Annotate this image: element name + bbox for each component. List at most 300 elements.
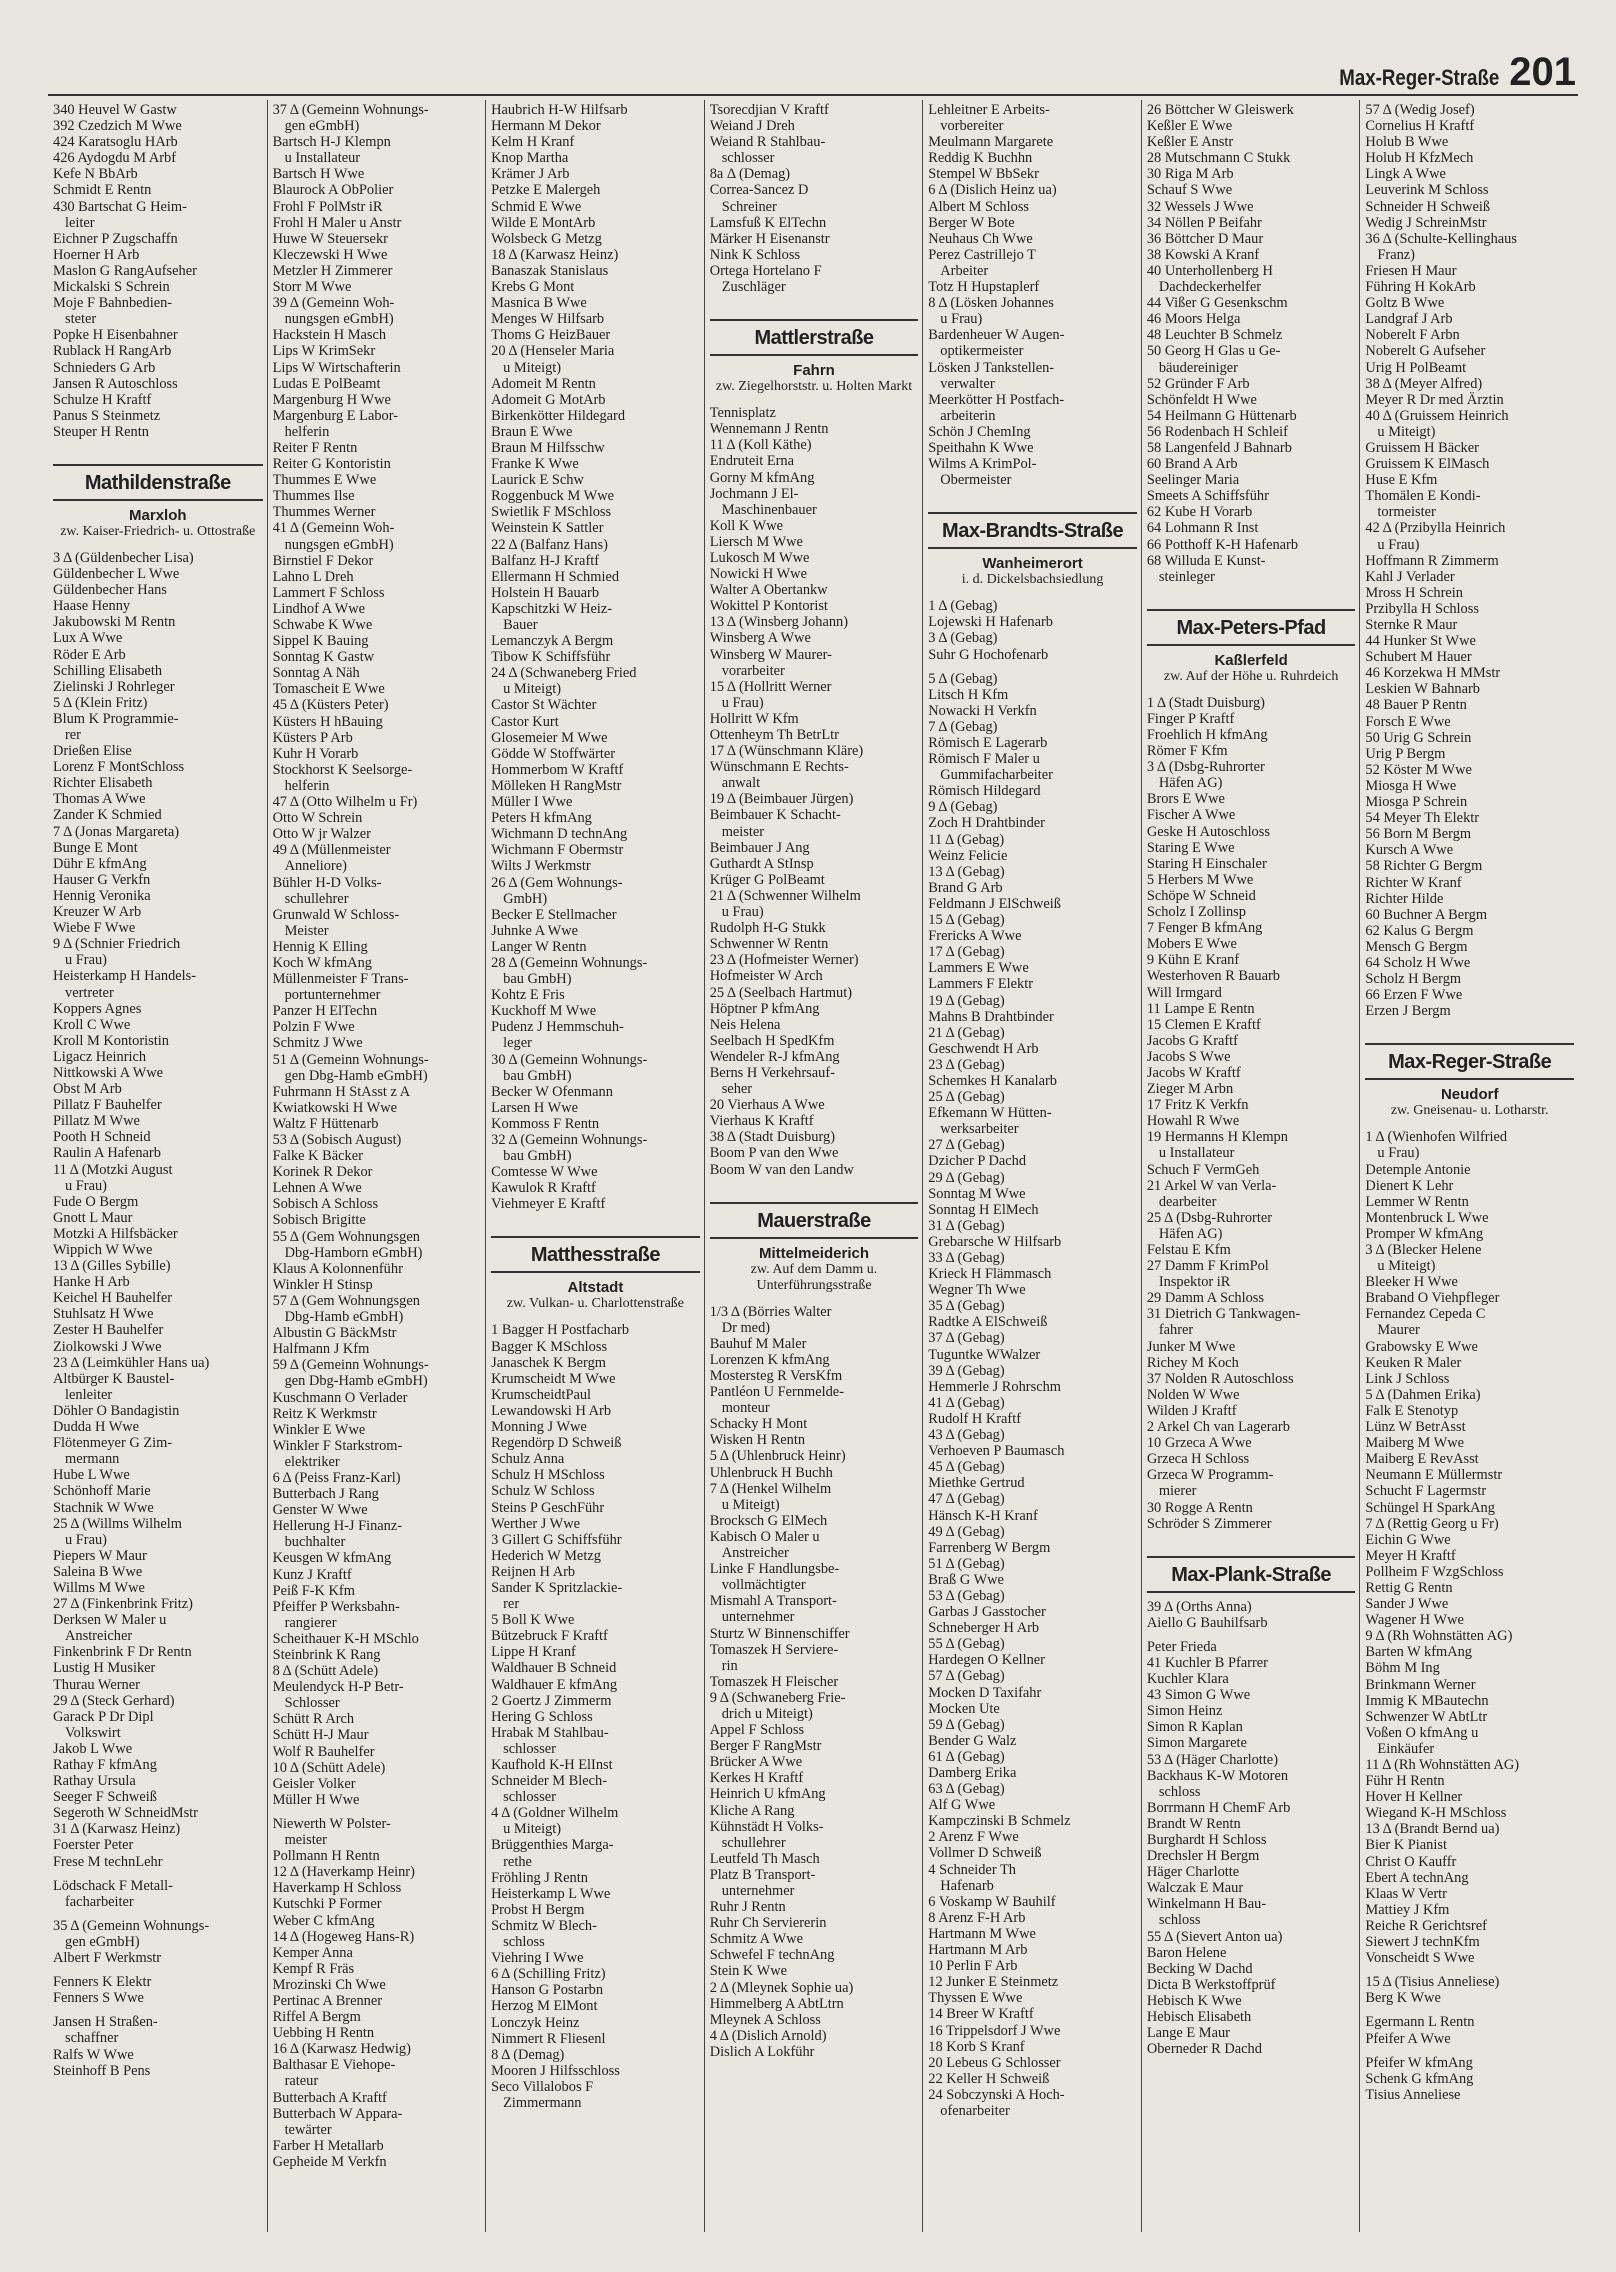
resident-entry: Seelinger Maria xyxy=(1146,472,1240,489)
resident-entry: Meulmann Margarete xyxy=(928,134,1054,151)
resident-entry: Tomaszek H Serviere- xyxy=(709,1641,839,1658)
resident-entry: Mattiey J Kfm xyxy=(1365,1901,1450,1918)
resident-entry: 59 Δ (Gemeinn Wohnungs- xyxy=(272,1357,429,1374)
resident-entry: Scholz I Zollinsp xyxy=(1146,904,1246,921)
resident-entry: Dühr E kfmAng xyxy=(53,855,147,872)
resident-entry: 39 Δ (Orths Anna) xyxy=(1146,1598,1252,1615)
resident-entry: Jochmann J El- xyxy=(709,485,799,502)
resident-entry: 20 Lebeus G Schlosser xyxy=(928,2054,1061,2071)
resident-entry: Schönhoff Marie xyxy=(53,1483,151,1500)
resident-entry: 3 Δ (Güldenbecher Lisa) xyxy=(53,549,194,566)
page-number: 201 xyxy=(1509,50,1576,94)
entry-continuation: Hafenarb xyxy=(940,1877,994,1894)
district-name: Mittelmeiderich xyxy=(758,1244,869,1262)
resident-entry: 3 Δ (Blecker Helene xyxy=(1365,1242,1482,1258)
resident-entry: Römisch F Maler u xyxy=(928,751,1040,768)
resident-entry: Mismahl A Transport- xyxy=(709,1593,837,1610)
resident-entry: Peters H kfmAng xyxy=(491,810,592,827)
entry-continuation: mermann xyxy=(65,1451,120,1468)
resident-entry: 48 Bauer P Rentn xyxy=(1365,697,1467,714)
resident-entry: Schönfeldt H Wwe xyxy=(1146,391,1257,408)
resident-entry: 53 Δ (Sobisch August) xyxy=(272,1132,402,1148)
resident-entry: Banaszak Stanislaus xyxy=(491,262,609,279)
resident-entry: Castor St Wächter xyxy=(491,697,597,714)
resident-entry: Lips W KrimSekr xyxy=(272,343,376,360)
resident-entry: Mahns B Drahtbinder xyxy=(928,1008,1054,1025)
resident-entry: Kühnstädt H Volks- xyxy=(709,1818,824,1835)
resident-entry: Lux A Wwe xyxy=(53,630,123,647)
resident-entry: Schulz Anna xyxy=(491,1451,565,1468)
resident-entry: Richter W Kranf xyxy=(1365,874,1462,891)
resident-entry: Richey M Koch xyxy=(1146,1354,1239,1371)
resident-entry: Lammers E Wwe xyxy=(928,960,1029,977)
resident-entry: 16 Δ (Karwasz Hedwig) xyxy=(272,2041,411,2058)
resident-entry: Winsberg W Maurer- xyxy=(709,646,832,663)
resident-entry: Gruissem H Bäcker xyxy=(1365,439,1479,456)
resident-entry: Lünz W BetrAsst xyxy=(1365,1419,1466,1436)
resident-entry: Willms M Wwe xyxy=(53,1579,145,1596)
entry-continuation: bau GmbH) xyxy=(503,1148,572,1165)
resident-entry: 43 Simon G Wwe xyxy=(1146,1687,1251,1704)
entry-continuation: helferin xyxy=(284,777,330,794)
resident-entry: Cornelius H Kraftf xyxy=(1365,118,1475,135)
resident-entry: Schwenner W Rentn xyxy=(709,936,829,953)
entry-continuation: Anstreicher xyxy=(721,1545,789,1562)
resident-entry: Kampczinski B Schmelz xyxy=(928,1813,1071,1830)
resident-entry: Koll K Wwe xyxy=(709,517,783,534)
resident-entry: Schnieders G Arb xyxy=(53,359,156,376)
resident-entry: Hemmerle J Rohrschm xyxy=(928,1378,1061,1395)
resident-entry: Zieger M Arbn xyxy=(1146,1081,1234,1098)
resident-entry: 38 Kowski A Kranf xyxy=(1146,246,1260,263)
resident-entry: Dienert K Lehr xyxy=(1365,1177,1454,1194)
resident-entry: 54 Meyer Th Elektr xyxy=(1365,810,1480,827)
resident-entry: Radtke A ElSchweiß xyxy=(928,1314,1048,1331)
resident-entry: Lukosch M Wwe xyxy=(709,549,810,566)
resident-entry: 31 Δ (Karwasz Heinz) xyxy=(53,1821,181,1838)
resident-entry: Mensch G Bergm xyxy=(1365,938,1468,955)
resident-entry: 64 Lohmann R Inst xyxy=(1146,520,1259,537)
resident-entry: 37 Nolden R Autoschloss xyxy=(1146,1370,1294,1387)
resident-entry: Steins P GeschFühr xyxy=(491,1499,605,1516)
resident-entry: Hanke H Arb xyxy=(53,1274,130,1291)
resident-entry: Gödde W Stoffwärter xyxy=(491,745,616,762)
resident-entry: Jansen H Straßen- xyxy=(53,2014,158,2031)
resident-entry: 19 Hermanns H Klempn xyxy=(1146,1129,1288,1146)
resident-entry: Ralfs W Wwe xyxy=(53,2046,134,2063)
entry-continuation: u Miteigt) xyxy=(503,681,562,698)
entry-continuation: schaffner xyxy=(65,2030,119,2047)
resident-entry: Brors E Wwe xyxy=(1146,791,1225,808)
resident-entry: Grabowsky E Wwe xyxy=(1365,1338,1478,1355)
resident-entry: Hardegen O Kellner xyxy=(928,1652,1045,1669)
resident-entry: Kunz J Kraftf xyxy=(272,1566,352,1583)
entry-continuation: ofenarbeiter xyxy=(940,2102,1010,2119)
resident-entry: Thurau Werner xyxy=(53,1676,140,1693)
resident-entry: Braband O Viehpfleger xyxy=(1365,1290,1500,1307)
resident-entry: 15 Δ (Gebag) xyxy=(928,912,1005,929)
resident-entry: Ludas E PolBeamt xyxy=(272,375,381,392)
resident-entry: 52 Gründer F Arb xyxy=(1146,375,1250,392)
resident-entry: Bender G Walz xyxy=(928,1732,1017,1749)
resident-entry: Bartsch H Wwe xyxy=(272,166,365,183)
entry-continuation: bau GmbH) xyxy=(503,971,572,988)
resident-entry: Keusgen W kfmAng xyxy=(272,1550,392,1567)
resident-entry: Lingk A Wwe xyxy=(1365,166,1446,183)
resident-entry: Falk E Stenotyp xyxy=(1365,1402,1459,1419)
resident-entry: Hanson G Postarbn xyxy=(491,1982,604,1999)
resident-entry: Huwe W Steuersekr xyxy=(272,230,388,247)
resident-entry: Margenburg H Wwe xyxy=(272,391,391,408)
entry-continuation: u Installateur xyxy=(284,150,361,167)
resident-entry: Schmitz A Wwe xyxy=(709,1931,803,1948)
entry-continuation: u Frau) xyxy=(1377,1145,1420,1162)
resident-entry: Weinz Felicie xyxy=(928,847,1008,864)
resident-entry: Junker M Wwe xyxy=(1146,1338,1236,1355)
resident-entry: 50 Georg H Glas u Ge- xyxy=(1146,343,1281,360)
resident-entry: 13 Δ (Brandt Bernd ua) xyxy=(1365,1821,1500,1838)
entry-continuation: Einkäufer xyxy=(1377,1740,1435,1757)
resident-entry: Reijnen H Arb xyxy=(491,1563,576,1580)
street-section-title: Max-Peters-Pfad xyxy=(1147,609,1356,646)
resident-entry: Wilden J Kraftf xyxy=(1146,1402,1237,1419)
resident-entry: Reddig K Buchhn xyxy=(928,150,1033,167)
resident-entry: Bartsch H-J Klempn xyxy=(272,134,391,151)
resident-entry: Juhnke A Wwe xyxy=(491,922,579,939)
resident-entry: Balthasar E Viehope- xyxy=(272,2057,396,2074)
resident-entry: Hube L Wwe xyxy=(53,1467,130,1484)
district-name: Marxloh xyxy=(129,506,187,524)
spacer xyxy=(53,1966,263,1974)
resident-entry: Kahl J Verlader xyxy=(1365,568,1455,585)
entry-continuation: Anneliore) xyxy=(284,858,347,875)
entry-continuation: GmbH) xyxy=(503,890,548,907)
resident-entry: 3 Δ (Dsbg-Ruhrorter xyxy=(1146,759,1265,776)
resident-entry: Wagener H Wwe xyxy=(1365,1612,1464,1629)
resident-entry: 12 Δ (Haverkamp Heinr) xyxy=(272,1864,415,1881)
resident-entry: Geske H Autoschloss xyxy=(1146,823,1270,840)
entry-continuation: werksarbeiter xyxy=(940,1121,1019,1138)
resident-entry: Barten W kfmAng xyxy=(1365,1644,1473,1661)
entry-continuation: unternehmer xyxy=(721,1609,795,1626)
resident-entry: 51 Δ (Gebag) xyxy=(928,1555,1005,1572)
resident-entry: Metzler H Zimmerer xyxy=(272,262,393,279)
resident-entry: 4 Δ (Dislich Arnold) xyxy=(709,2027,827,2044)
resident-entry: Liersch M Wwe xyxy=(709,533,803,550)
resident-entry: Holstein H Bauarb xyxy=(491,584,600,601)
resident-entry: 3 Δ (Gebag) xyxy=(928,630,998,647)
resident-entry: 10 Grzeca A Wwe xyxy=(1146,1435,1252,1452)
resident-entry: Tsorecdjian V Kraftf xyxy=(709,102,829,118)
entry-continuation: Maurer xyxy=(1377,1322,1420,1339)
resident-entry: Becker E Stellmacher xyxy=(491,906,617,923)
resident-entry: Grunwald W Schloss- xyxy=(272,906,400,923)
entry-continuation: Häfen AG) xyxy=(1158,775,1223,792)
resident-entry: 31 Dietrich G Tankwagen- xyxy=(1146,1306,1301,1323)
resident-entry: Krebs G Mont xyxy=(491,279,575,296)
entry-continuation: helferin xyxy=(284,423,330,440)
resident-entry: Totz H Hupstaplerf xyxy=(928,279,1040,296)
entry-continuation: Anstreicher xyxy=(65,1628,133,1645)
resident-entry: Backhaus K-W Motoren xyxy=(1146,1767,1289,1784)
resident-entry: Efkemann W Hütten- xyxy=(928,1105,1052,1122)
resident-entry: Erzen J Bergm xyxy=(1365,1003,1451,1020)
resident-entry: Nittkowski A Wwe xyxy=(53,1064,164,1081)
entry-continuation: u Installateur xyxy=(1158,1145,1235,1162)
resident-entry: Noberelt F Arbn xyxy=(1365,327,1460,344)
resident-entry: Sander K Spritzlackie- xyxy=(491,1579,623,1596)
resident-entry: 56 Born M Bergm xyxy=(1365,826,1472,843)
resident-entry: Wilts J Werkmstr xyxy=(491,858,591,875)
resident-entry: 1 Bagger H Postfacharb xyxy=(491,1322,630,1339)
resident-entry: 9 Δ (Rh Wohnstätten AG) xyxy=(1365,1628,1513,1645)
resident-entry: Link J Schloss xyxy=(1365,1370,1450,1387)
resident-entry: 11 Lampe E Rentn xyxy=(1146,1000,1255,1017)
resident-entry: Kliche A Rang xyxy=(709,1802,795,1819)
resident-entry: Wichmann F Obermstr xyxy=(491,842,624,859)
resident-entry: Krüger G PolBeamt xyxy=(709,871,825,888)
resident-entry: Richter Elisabeth xyxy=(53,775,153,792)
resident-entry: Menges W Hilfsarb xyxy=(491,311,605,328)
resident-entry: Schön J ChemIng xyxy=(928,423,1031,440)
resident-entry: Borrmann H ChemF Arb xyxy=(1146,1799,1291,1816)
resident-entry: Mostersteg R VersKfm xyxy=(709,1368,843,1384)
resident-entry: Lösken J Tankstellen- xyxy=(928,359,1055,376)
resident-entry: 7 Δ (Gebag) xyxy=(928,718,998,735)
resident-entry: Braun E Wwe xyxy=(491,423,573,440)
resident-entry: Brinkmann Werner xyxy=(1365,1676,1476,1693)
resident-entry: Christ O Kauffr xyxy=(1365,1853,1457,1870)
resident-entry: 63 Δ (Gebag) xyxy=(928,1781,1005,1798)
entry-continuation: gen Dbg-Hamb eGmbH) xyxy=(284,1067,428,1084)
resident-entry: Frese M technLehr xyxy=(53,1853,163,1870)
resident-entry: Simon R Kaplan xyxy=(1146,1719,1243,1736)
resident-entry: Ligacz Heinrich xyxy=(53,1048,147,1065)
entry-continuation: Dachdeckerhelfer xyxy=(1158,279,1262,296)
resident-entry: Wennemann J Rentn xyxy=(709,421,829,438)
resident-entry: Stein K Wwe xyxy=(709,1963,787,1980)
resident-entry: Wegner Th Wwe xyxy=(928,1282,1026,1299)
entry-continuation: u Frau) xyxy=(940,311,983,328)
entry-continuation: Dbg-Hamb eGmbH) xyxy=(284,1309,404,1326)
resident-entry: Kreuzer W Arb xyxy=(53,904,142,921)
spacer xyxy=(1365,1966,1574,1974)
resident-entry: Wichmann D technAng xyxy=(491,826,628,843)
resident-entry: Otto W Schrein xyxy=(272,810,363,827)
column-5 xyxy=(922,100,1141,2232)
resident-entry: Ottenheym Th BetrLtr xyxy=(709,727,839,743)
resident-entry: Zander K Schmied xyxy=(53,807,162,824)
resident-entry: Kuckhoff M Wwe xyxy=(491,1003,597,1020)
resident-entry: Wedig J SchreinMstr xyxy=(1365,214,1487,231)
entry-continuation: dearbeiter xyxy=(1158,1193,1217,1210)
directory-columns xyxy=(48,100,1578,2232)
resident-entry: Franke K Wwe xyxy=(491,456,579,473)
resident-entry: Holub B Wwe xyxy=(1365,134,1449,151)
resident-entry: Staring E Wwe xyxy=(1146,839,1235,856)
resident-entry: Pfeifer W kfmAng xyxy=(1365,2054,1473,2071)
resident-entry: Baron Helene xyxy=(1146,1944,1227,1961)
entry-continuation: gen eGmbH) xyxy=(284,118,360,135)
resident-entry: 22 Keller H Schweiß xyxy=(928,2070,1050,2087)
resident-entry: Müllenmeister F Trans- xyxy=(272,971,409,988)
resident-entry: Rudolf H Kraftf xyxy=(928,1410,1021,1427)
resident-entry: Herzog M ElMont xyxy=(491,1998,598,2015)
resident-entry: 25 Δ (Willms Wilhelm xyxy=(53,1515,182,1532)
resident-entry: Mleynek A Schloss xyxy=(709,2011,821,2028)
spacer xyxy=(53,2006,263,2014)
resident-entry: Keichel H Bauhelfer xyxy=(53,1290,173,1307)
resident-entry: Hänsch K-H Kranf xyxy=(928,1507,1038,1524)
entry-continuation: schlosser xyxy=(503,1740,556,1757)
resident-entry: 41 Δ (Gebag) xyxy=(928,1394,1005,1411)
resident-entry: Römisch E Lagerarb xyxy=(928,735,1048,751)
resident-entry: Schemkes H Kanalarb xyxy=(928,1072,1057,1089)
resident-entry: Schucht F Lagermstr xyxy=(1365,1483,1487,1500)
resident-entry: Reitz K Werkmstr xyxy=(272,1405,377,1422)
resident-entry: 30 Δ (Gemeinn Wohnungs- xyxy=(491,1051,648,1068)
resident-entry: Blaurock A ObPolier xyxy=(272,182,394,199)
resident-entry: Reiter G Kontoristin xyxy=(272,456,391,473)
resident-entry: 43 Δ (Gebag) xyxy=(928,1427,1005,1444)
resident-entry: 11 Δ (Koll Käthe) xyxy=(709,437,812,454)
entry-continuation: steinleger xyxy=(1158,568,1215,585)
resident-entry: Perez Castrillejo T xyxy=(928,246,1036,263)
resident-entry: Hommerbom W Kraftf xyxy=(491,761,624,778)
entry-continuation: steter xyxy=(65,311,97,328)
resident-entry: Petzke E Malergeh xyxy=(491,182,601,199)
resident-entry: Frohl H Maler u Anstr xyxy=(272,214,402,231)
resident-entry: 15 Clemen E Kraftf xyxy=(1146,1016,1261,1033)
resident-entry: Obst M Arb xyxy=(53,1081,122,1098)
entry-continuation: meister xyxy=(284,1832,327,1849)
resident-entry: 62 Kube H Vorarb xyxy=(1146,504,1253,521)
resident-entry: Flötenmeyer G Zim- xyxy=(53,1435,173,1452)
entry-continuation: u Miteigt) xyxy=(503,359,562,376)
resident-entry: Ziolkowski J Wwe xyxy=(53,1338,162,1355)
resident-entry: Wilde E MontArb xyxy=(491,214,596,231)
spacer xyxy=(1147,1631,1356,1639)
resident-entry: Tibow K Schiffsführ xyxy=(491,649,611,666)
resident-entry: Schmitz J Wwe xyxy=(272,1035,363,1052)
resident-entry: 17 Δ (Wünschmann Kläre) xyxy=(709,743,864,760)
resident-entry: 44 Vißer G Gesenkschm xyxy=(1146,295,1288,312)
resident-entry: Lange E Maur xyxy=(1146,2025,1230,2042)
resident-entry: Bunge E Mont xyxy=(53,839,138,856)
resident-entry: 27 Damm F KrimPol xyxy=(1146,1258,1269,1275)
resident-entry: 23 Δ (Leimkühler Hans ua) xyxy=(53,1354,210,1371)
resident-entry: Mooren J Hilfsschloss xyxy=(491,2062,620,2079)
resident-entry: 27 Δ (Gebag) xyxy=(928,1137,1005,1154)
resident-entry: Bauhuf M Maler xyxy=(709,1335,807,1352)
resident-entry: Genster W Wwe xyxy=(272,1502,368,1519)
resident-entry: Nimmert R Fliesenl xyxy=(491,2030,606,2047)
resident-entry: Mickalski S Schrein xyxy=(53,279,170,296)
resident-entry: Sonntag A Näh xyxy=(272,665,360,682)
resident-entry: Schütt H-J Maur xyxy=(272,1727,369,1744)
street-location: i. d. Dickelsbachsiedlung xyxy=(961,572,1104,588)
resident-entry: Hackstein H Masch xyxy=(272,327,387,344)
resident-entry: Felstau E Kfm xyxy=(1146,1242,1231,1258)
resident-entry: 2 Arkel Ch van Lagerarb xyxy=(1146,1419,1290,1436)
resident-entry: 32 Δ (Gemeinn Wohnungs- xyxy=(491,1132,648,1148)
resident-entry: Sonntag K Gastw xyxy=(272,649,375,666)
resident-entry: Kaufhold K-H ElInst xyxy=(491,1757,613,1773)
street-location: zw. Ziegelhorststr. u. Holten Markt xyxy=(715,379,913,395)
resident-entry: 40 Δ (Gruissem Heinrich xyxy=(1365,407,1509,424)
resident-entry: Forsch E Wwe xyxy=(1365,713,1451,730)
entry-continuation: rin xyxy=(721,1657,738,1674)
resident-entry: 57 Δ (Gem Wohnungsgen xyxy=(272,1292,420,1309)
resident-entry: 49 Δ (Gebag) xyxy=(928,1523,1005,1540)
resident-entry: 2 Goertz J Zimmerm xyxy=(491,1692,612,1709)
resident-entry: 41 Kuchler B Pfarrer xyxy=(1146,1654,1268,1671)
resident-entry: Friesen H Maur xyxy=(1365,262,1457,279)
resident-entry: Schneberger H Arb xyxy=(928,1620,1040,1637)
entry-continuation: leiter xyxy=(65,214,95,231)
resident-entry: 8 Δ (Demag) xyxy=(491,2046,565,2063)
resident-entry: Litsch H Kfm xyxy=(928,686,1009,703)
resident-entry: Westerhoven R Bauarb xyxy=(1146,968,1280,985)
resident-entry: Ellermann H Schmied xyxy=(491,568,620,585)
resident-entry: Egermann L Rentn xyxy=(1365,2014,1475,2031)
resident-entry: 340 Heuvel W Gastw xyxy=(53,102,177,118)
resident-entry: Lamsfuß K ElTechn xyxy=(709,214,827,231)
resident-entry: Miethke Gertrud xyxy=(928,1475,1025,1492)
resident-entry: Hennig K Elling xyxy=(272,938,368,955)
entry-continuation: seher xyxy=(721,1081,753,1098)
resident-entry: Beimbauer J Ang xyxy=(709,839,810,856)
resident-entry: Schacky H Mont xyxy=(709,1416,808,1433)
resident-entry: Winkelmann H Bau- xyxy=(1146,1896,1267,1913)
resident-entry: Krämer J Arb xyxy=(491,166,570,183)
resident-entry: Castor Kurt xyxy=(491,713,559,730)
resident-entry: Kempf R Fräs xyxy=(272,1960,355,1977)
entry-continuation: unternehmer xyxy=(721,1883,795,1899)
resident-entry: 45 Δ (Gebag) xyxy=(928,1459,1005,1476)
resident-entry: Feldmann J ElSchweiß xyxy=(928,895,1061,912)
resident-entry: 53 Δ (Gebag) xyxy=(928,1587,1005,1604)
resident-entry: 25 Δ (Seelbach Hartmut) xyxy=(709,984,853,1001)
resident-entry: Wünschmann E Rechts- xyxy=(709,759,849,776)
resident-entry: 8 Arenz F-H Arb xyxy=(928,1909,1026,1926)
entry-continuation: rethe xyxy=(503,1853,532,1870)
resident-entry: 31 Δ (Gebag) xyxy=(928,1217,1005,1234)
resident-entry: 40 Unterhollenberg H xyxy=(1146,262,1273,279)
resident-entry: Bier K Pianist xyxy=(1365,1837,1447,1854)
resident-entry: Sobisch Brigitte xyxy=(272,1212,366,1229)
resident-entry: Lindhof A Wwe xyxy=(272,600,366,617)
resident-entry: Fischer A Wwe xyxy=(1146,807,1236,824)
entry-continuation: Gummifacharbeiter xyxy=(940,767,1053,784)
resident-entry: Siewert J technKfm xyxy=(1365,1934,1480,1951)
resident-entry: Sonntag H ElMech xyxy=(928,1201,1039,1218)
resident-entry: Lippe H Kranf xyxy=(491,1644,576,1661)
resident-entry: 21 Δ (Schwenner Wilhelm xyxy=(709,887,861,904)
resident-entry: Nowicki H Wwe xyxy=(709,566,807,583)
resident-entry: Otto W jr Walzer xyxy=(272,826,371,843)
resident-entry: Adomeit M Rentn xyxy=(491,375,596,392)
resident-entry: 66 Potthoff K-H Hafenarb xyxy=(1146,536,1299,553)
resident-entry: Schöpe W Schneid xyxy=(1146,887,1256,904)
resident-entry: Stuhlsatz H Wwe xyxy=(53,1306,154,1323)
resident-entry: Drechsler H Bergm xyxy=(1146,1848,1260,1865)
resident-entry: Seeger F Schweiß xyxy=(53,1789,157,1806)
resident-entry: Frohl F PolMstr iR xyxy=(272,198,383,215)
resident-entry: Thoms G HeizBauer xyxy=(491,327,611,344)
entry-continuation: Häfen AG) xyxy=(1158,1225,1223,1242)
resident-entry: Thummes Werner xyxy=(272,504,376,521)
